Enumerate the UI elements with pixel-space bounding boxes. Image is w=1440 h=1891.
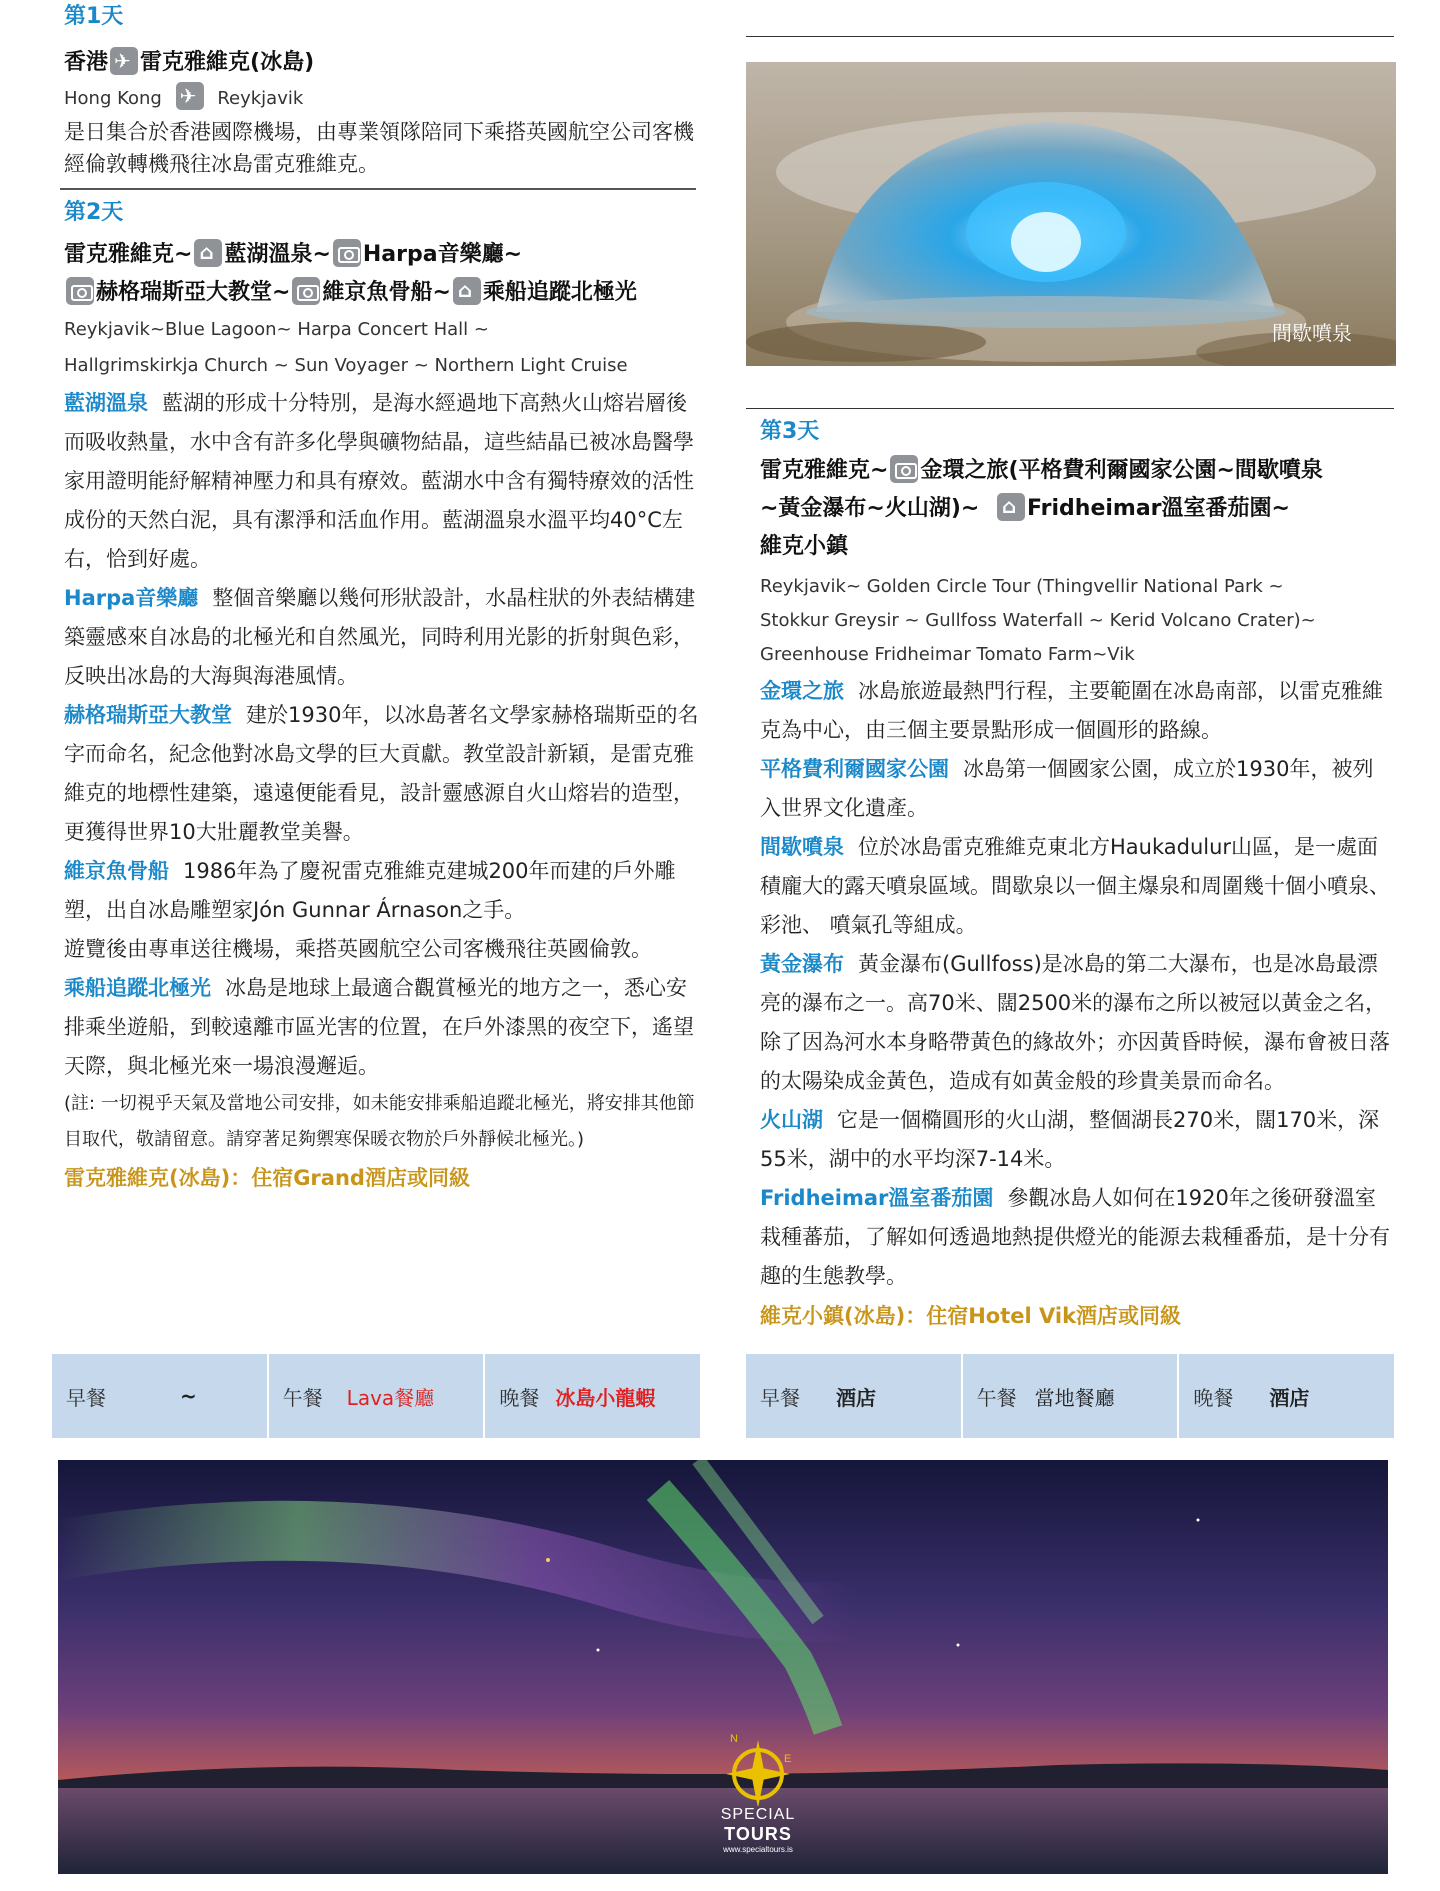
dinner-label: 晚餐 xyxy=(1193,1385,1234,1410)
day2-item-sun-voyager xyxy=(64,852,704,930)
day3-item-keyword: 黃金瀑布 xyxy=(760,952,844,976)
geyser-photo xyxy=(746,62,1396,366)
day2-item-text: 藍湖的形成十分特別，是海水經過地下高熱火山熔岩層後而吸收熱量，水中含有許多化學與礦物結晶，這些結晶已被冰島醫學家用證明能紓解精神壓力和具有療效。藍湖水中含有獨特療效的活性成份的天然白泥，具有潔淨和活血作用。藍湖溫泉水溫平均40°C左右，恰到好處。 xyxy=(64,391,694,571)
day2-route-line1 xyxy=(64,236,704,274)
compass-icon xyxy=(718,1730,798,1806)
day2-item-keyword: 赫格瑞斯亞大教堂 xyxy=(64,703,232,727)
day3-item-keyword: 平格費利爾國家公園 xyxy=(760,757,949,781)
camera-icon xyxy=(333,239,361,267)
day3-route-fridheimar: Fridheimar溫室番茄園~ xyxy=(1027,496,1290,521)
breakfast-value: 酒店 xyxy=(836,1385,876,1410)
day2-item-blue-lagoon xyxy=(64,384,704,579)
camera-icon xyxy=(292,277,320,305)
day2-item-keyword: Harpa音樂廳 xyxy=(64,586,199,610)
day2-lunch xyxy=(269,1354,486,1438)
day3-top-divider xyxy=(746,408,1394,409)
day2-route-sun-voyager: 維京魚骨船~ xyxy=(322,280,451,305)
day3-route-line3: 維克小鎮 xyxy=(760,534,849,559)
day3-item-geysir xyxy=(760,828,1394,945)
day3-dinner xyxy=(1179,1354,1394,1438)
day3-stay: 維克小鎮(冰島)：住宿Hotel Vik酒店或同級 xyxy=(760,1304,1182,1328)
day3-item-kerid xyxy=(760,1101,1394,1179)
day1-route-to: 雷克雅維克(冰島) xyxy=(140,50,315,75)
day2-item-keyword: 藍湖溫泉 xyxy=(64,391,148,415)
day1-description: 是日集合於香港國際機場，由專業領隊陪同下乘搭英國航空公司客機經倫敦轉機飛往冰島雷克雅維克。 xyxy=(64,120,694,176)
day3-item-text: 位於冰島雷克雅維克東北方Haukadulur山區，是一處面積龐大的露天噴泉區域。間歇泉以一個主爆泉和周圍幾十個小噴泉、彩池、 噴氣孔等組成。 xyxy=(760,835,1390,937)
dinner-label: 晚餐 xyxy=(499,1385,540,1410)
dinner-value: 冰島小龍蝦 xyxy=(555,1385,656,1410)
day2-item-aurora xyxy=(64,969,704,1086)
day2-item-text: 建於1930年，以冰島著名文學家赫格瑞斯亞的名字而命名，紀念他對冰島文學的巨大貢獻。教堂設計新穎，是雷克雅維克的地標性建築，遠遠便能看見，設計靈感源自火山熔岩的造型，更獲得世界10大壯麗教堂美譽。 xyxy=(64,703,699,844)
day3-route-en-1: Reykjavik~ Golden Circle Tour (Thingvellir National Park ~ xyxy=(760,576,1284,597)
day3-item-gullfoss xyxy=(760,945,1394,1101)
day2-stay: 雷克雅維克(冰島)：住宿Grand酒店或同級 xyxy=(64,1166,470,1190)
day2-route-aurora-cruise: 乘船追蹤北極光 xyxy=(482,280,637,305)
camera-icon xyxy=(66,277,94,305)
geyser-caption: 間歇噴泉 xyxy=(1272,321,1352,345)
day3-route-reykjavik: 雷克雅維克~ xyxy=(760,458,889,483)
day2-title: 第2天 xyxy=(64,200,124,225)
day1-route-from: 香港 xyxy=(64,50,109,75)
logo-url: www.specialtours.is xyxy=(723,1845,793,1854)
svg-text:N: N xyxy=(730,1733,738,1745)
dinner-value: 酒店 xyxy=(1269,1385,1310,1410)
right-top-divider xyxy=(746,36,1394,37)
day3-route-en-2: Stokkur Greysir ~ Gullfoss Waterfall ~ Kerid Volcano Crater)~ xyxy=(760,610,1316,631)
day3-item-keyword: 間歇噴泉 xyxy=(760,835,844,859)
breakfast-value: ~ xyxy=(180,1384,197,1408)
camera-icon xyxy=(890,455,918,483)
day3-item-text: 冰島第一個國家公園，成立於1930年，被列入世界文化遺產。 xyxy=(760,757,1374,820)
day2-item-church xyxy=(64,696,704,852)
day2-item-keyword: 乘船追蹤北極光 xyxy=(64,976,211,1000)
logo-line2: TOURS xyxy=(724,1824,792,1844)
day3-item-text: 黃金瀑布(Gullfoss)是冰島的第二大瀑布，也是冰島最漂亮的瀑布之一。高70米、闊2500米的瀑布之所以被冠以黃金之名，除了因為河水本身略帶黃色的緣故外；亦因黃昏時候，瀑布會被日落的太陽染成金黃色，造成有如黃金般的珍貴美景而命名。 xyxy=(760,952,1390,1093)
house-icon xyxy=(194,239,222,267)
day1-route-en-from: Hong Kong xyxy=(64,88,162,109)
day2-dinner xyxy=(485,1354,700,1438)
day2-route-en-2: Hallgrimskirkja Church ~ Sun Voyager ~ Northern Light Cruise xyxy=(64,355,628,376)
day3-route-en-3: Greenhouse Fridheimar Tomato Farm~Vik xyxy=(760,644,1135,665)
day3-item-keyword: Fridheimar溫室番茄園 xyxy=(760,1186,994,1210)
day3-section xyxy=(760,414,1394,1336)
day2-section xyxy=(64,196,704,1198)
breakfast-label: 早餐 xyxy=(760,1385,800,1410)
day1-route xyxy=(64,44,704,82)
lunch-value: Lava餐廳 xyxy=(346,1385,435,1410)
day1-route-en xyxy=(64,82,704,116)
day2-route-en-1: Reykjavik~Blue Lagoon~ Harpa Concert Hall ~ xyxy=(64,319,489,340)
day2-item-keyword: 維京魚骨船 xyxy=(64,859,169,883)
day2-route-reykjavik: 雷克雅維克~ xyxy=(64,242,193,267)
svg-text:E: E xyxy=(784,1753,792,1765)
day2-meal-bar xyxy=(52,1354,700,1438)
house-icon xyxy=(997,493,1025,521)
day2-route-blue-lagoon: 藍湖溫泉~ xyxy=(224,242,331,267)
day2-transfer: 遊覽後由專車送往機場，乘搭英國航空公司客機飛往英國倫敦。 xyxy=(64,937,652,961)
lunch-value: 當地餐廳 xyxy=(1034,1385,1115,1410)
day1-title: 第1天 xyxy=(64,4,124,29)
day3-route-golden-circle: 金環之旅(平格費利爾國家公園~間歇噴泉 xyxy=(920,458,1323,483)
lunch-label: 午餐 xyxy=(282,1385,323,1410)
day3-item-golden-circle xyxy=(760,672,1394,750)
day2-route-church: 赫格瑞斯亞大教堂~ xyxy=(96,280,291,305)
day3-route-line1 xyxy=(760,452,1394,490)
breakfast-label: 早餐 xyxy=(66,1385,106,1410)
day3-route-gullfoss: ~黃金瀑布~火山湖)~ xyxy=(760,496,980,521)
house-icon xyxy=(453,277,481,305)
day3-lunch xyxy=(963,1354,1180,1438)
airplane-icon xyxy=(110,47,138,75)
day3-route-line2 xyxy=(760,490,1394,528)
day3-meal-bar xyxy=(746,1354,1394,1438)
logo-line1: SPECIAL xyxy=(720,1806,796,1823)
day3-item-text: 它是一個橢圓形的火山湖，整個湖長270米，闊170米，深55米，湖中的水平均深7-14米。 xyxy=(760,1108,1380,1171)
day2-route-line2 xyxy=(64,274,704,312)
day3-item-keyword: 金環之旅 xyxy=(760,679,844,703)
day3-item-keyword: 火山湖 xyxy=(760,1108,823,1132)
day1-divider xyxy=(60,188,696,190)
aurora-photo xyxy=(58,1460,1388,1874)
day2-breakfast xyxy=(52,1354,269,1438)
day1-route-en-to: Reykjavik xyxy=(217,88,304,109)
day3-breakfast xyxy=(746,1354,963,1438)
day2-route-harpa: Harpa音樂廳~ xyxy=(362,242,523,267)
day2-item-text: 整個音樂廳以幾何形狀設計，水晶柱狀的外表結構建築靈感來自冰島的北極光和自然風光，同時利用光影的折射與色彩，反映出冰島的大海與海港風情。 xyxy=(64,586,696,688)
day3-item-text: 冰島旅遊最熱門行程，主要範圍在冰島南部，以雷克雅維克為中心，由三個主要景點形成一個圓形的路線。 xyxy=(760,679,1383,742)
day3-item-text: 參觀冰島人如何在1920年之後研發溫室栽種蕃茄，了解如何透過地熱提供燈光的能源去栽種番茄，是十分有趣的生態教學。 xyxy=(760,1186,1390,1288)
day2-note: (註: 一切視乎天氣及當地公司安排，如未能安排乘船追蹤北極光，將安排其他節目取代，敬請留意。請穿著足夠禦寒保暖衣物於戶外靜候北極光。) xyxy=(64,1093,695,1150)
day1-section xyxy=(64,0,704,180)
day2-item-harpa xyxy=(64,579,704,696)
special-tours-logo xyxy=(698,1730,818,1856)
day3-item-fridheimar xyxy=(760,1179,1394,1296)
day3-title: 第3天 xyxy=(760,419,820,444)
lunch-label: 午餐 xyxy=(976,1385,1017,1410)
left-column xyxy=(64,0,704,1198)
day2-item-text: 冰島是地球上最適合觀賞極光的地方之一，悉心安排乘坐遊船，到較遠離市區光害的位置，在戶外漆黑的夜空下，遙望天際，與北極光來一場浪漫邂逅。 xyxy=(64,976,694,1078)
day2-item-text: 1986年為了慶祝雷克雅維克建城200年而建的戶外雕塑，出自冰島雕塑家Jón Gunnar Árnason之手。 xyxy=(64,859,676,922)
airplane-icon xyxy=(176,82,204,110)
day3-item-thingvellir xyxy=(760,750,1394,828)
